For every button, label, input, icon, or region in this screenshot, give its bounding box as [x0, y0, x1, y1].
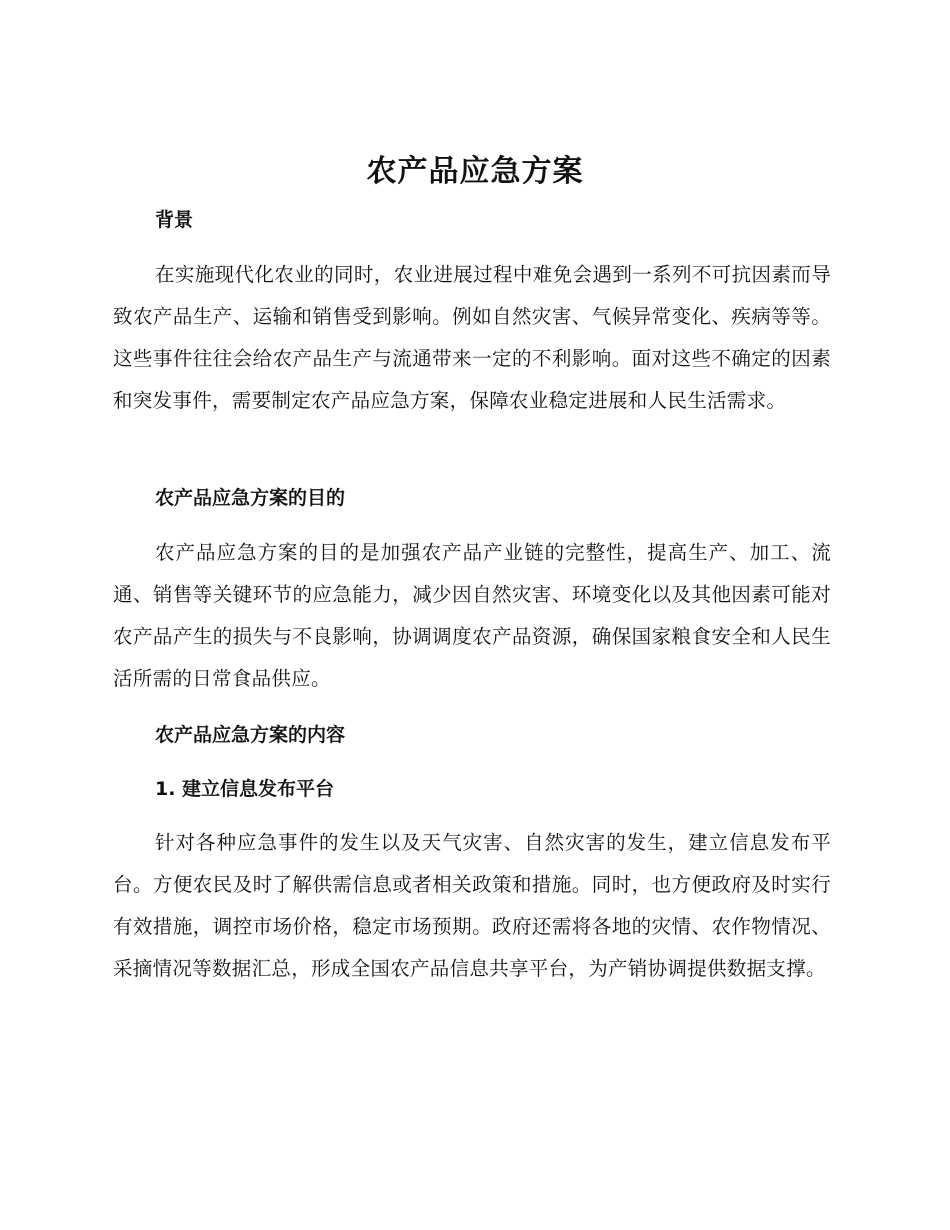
subsection-heading-info-platform: 1. 建立信息发布平台 [155, 778, 335, 800]
section-heading-background: 背景 [155, 209, 194, 231]
section-heading-content: 农产品应急方案的内容 [155, 724, 346, 746]
subsection-paragraph-info-platform: 针对各种应急事件的发生以及天气灾害、自然灾害的发生，建立信息发布平台。方便农民及时了解供需信息或者相关政策和措施。同时，也方便政府及时实行有效措施，调控市场价格，稳定市场预期。政府还需将各地的灾情、农作物情况、采摘情况等数据汇总，形成全国农产品信息共享平台，为产销协调提供数据支撑。 [113, 831, 831, 980]
section-heading-purpose: 农产品应急方案的目的 [155, 487, 346, 509]
section-paragraph-background: 在实施现代化农业的同时，农业进展过程中难免会遇到一系列不可抗因素而导致农产品生产、运输和销售受到影响。例如自然灾害、气候异常变化、疾病等等。这些事件往往会给农产品生产与流通带来一定的不利影响。面对这些不确定的因素和突发事件，需要制定农产品应急方案，保障农业稳定进展和人民生活需求。 [113, 263, 831, 412]
document-title: 农产品应急方案 [366, 154, 584, 189]
section-paragraph-purpose: 农产品应急方案的目的是加强农产品产业链的完整性，提高生产、加工、流通、销售等关键环节的应急能力，减少因自然灾害、环境变化以及其他因素可能对农产品产生的损失与不良影响，协调调度农产品资源，确保国家粮食安全和人民生活所需的日常食品供应。 [113, 541, 831, 690]
